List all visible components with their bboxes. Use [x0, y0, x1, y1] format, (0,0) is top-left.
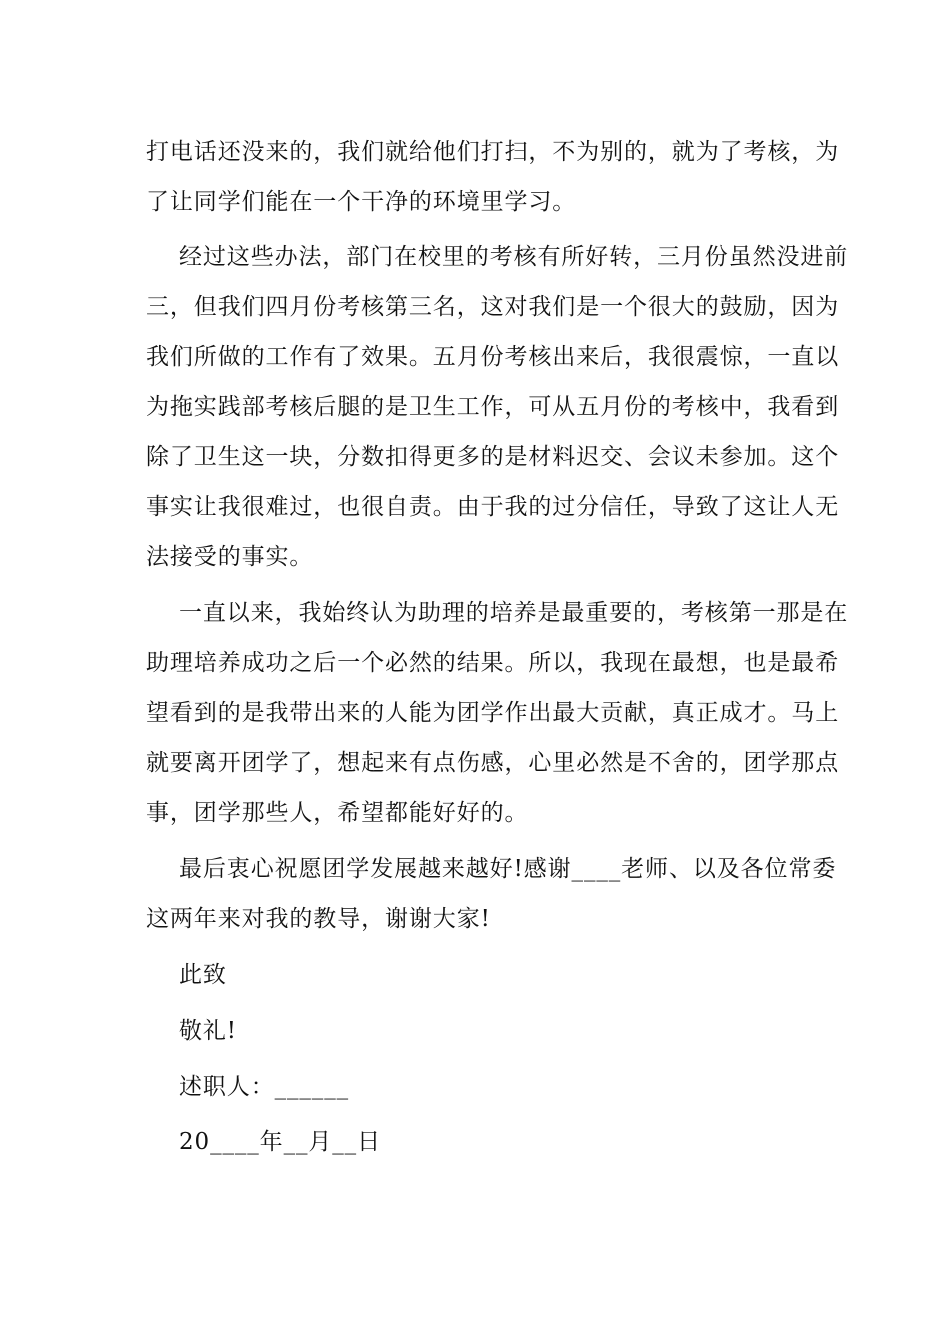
- text-line: 我们所做的工作有了效果。五月份考核出来后，我很震惊，一直以: [146, 344, 840, 370]
- text-line: 望看到的是我带出来的人能为团学作出最大贡献，真正成才。马上: [146, 700, 840, 726]
- date-line: 20____年__月__日: [179, 1129, 381, 1155]
- reporter-signature-line: 述职人：______: [179, 1074, 349, 1100]
- text-line: 三，但我们四月份考核第三名，这对我们是一个很大的鼓励，因为: [146, 294, 840, 320]
- closing-regards: 敬礼!: [179, 1018, 237, 1044]
- text-line: 这两年来对我的教导，谢谢大家!: [146, 906, 491, 932]
- text-line: 法接受的事实。: [146, 544, 314, 570]
- text-line: 一直以来，我始终认为助理的培养是最重要的，考核第一那是在: [179, 600, 849, 626]
- text-line: 经过这些办法，部门在校里的考核有所好转，三月份虽然没进前: [179, 244, 849, 270]
- text-line: 事实让我很难过，也很自责。由于我的过分信任，导致了这让人无: [146, 494, 840, 520]
- text-line: 除了卫生这一块，分数扣得更多的是材料迟交、会议未参加。这个: [146, 444, 840, 470]
- text-line: 就要离开团学了，想起来有点伤感，心里必然是不舍的，团学那点: [146, 750, 840, 776]
- closing-salutation: 此致: [179, 962, 227, 988]
- text-line: 为拖实践部考核后腿的是卫生工作，可从五月份的考核中，我看到: [146, 394, 840, 420]
- text-line: 事，团学那些人，希望都能好好的。: [146, 800, 529, 826]
- text-line: 最后衷心祝愿团学发展越来越好!感谢____老师、以及各位常委: [179, 856, 837, 882]
- text-line: 打电话还没来的，我们就给他们打扫，不为别的，就为了考核，为: [146, 139, 840, 165]
- text-line: 助理培养成功之后一个必然的结果。所以，我现在最想，也是最希: [146, 650, 840, 676]
- text-line: 了让同学们能在一个干净的环境里学习。: [146, 189, 577, 215]
